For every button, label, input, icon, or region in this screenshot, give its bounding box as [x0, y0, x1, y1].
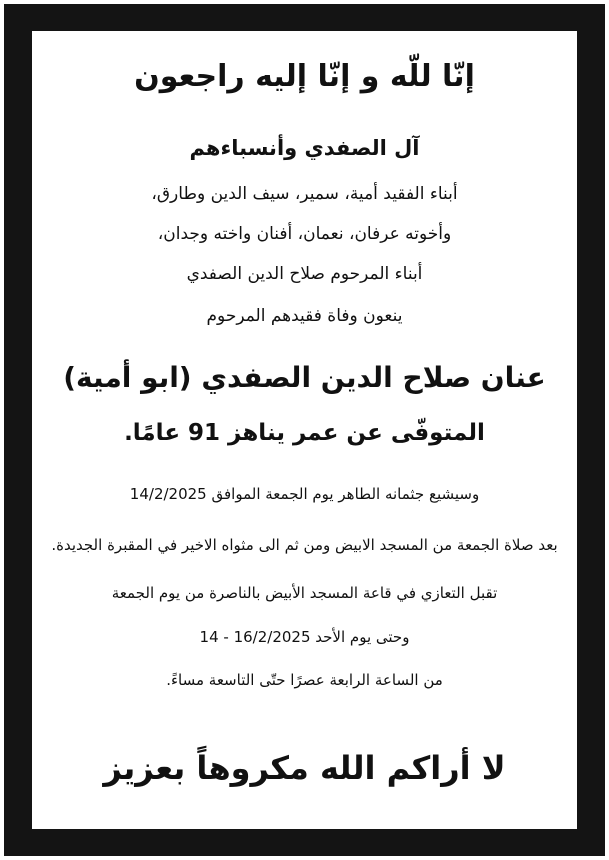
black-mourning-border — [4, 4, 605, 856]
notice-title: إنّا للّه و إنّا إليه راجعون — [134, 59, 475, 94]
age-line: المتوفّى عن عمر يناهز 91 عامًا. — [124, 420, 485, 446]
until-line: وحتى يوم الأحد 16/2/2025 - 14 — [199, 628, 410, 646]
condolence-line: تقبل التعازي في قاعة المسجد الأبيض بالناصرة من يوم الجمعة — [111, 584, 498, 602]
notice-panel — [32, 31, 577, 829]
sons-line: أبناء الفقيد أمية، سمير، سيف الدين وطارق، — [151, 184, 458, 204]
family-name: آل الصفدي وأنسباءهم — [189, 136, 420, 160]
deceased-name: عنان صلاح الدين الصفدي (ابو أمية) — [63, 361, 546, 394]
burial-line: بعد صلاة الجمعة من المسجد الابيض ومن ثم الى مثواه الاخير في المقبرة الجديدة. — [51, 536, 558, 554]
closing-phrase: لا أراكم الله مكروهاً بعزيز — [103, 749, 506, 787]
siblings-line: وأخوته عرفان، نعمان، أفنان واخته وجدان، — [157, 224, 452, 244]
announce-line: ينعون وفاة فقيدهم المرحوم — [206, 306, 403, 326]
grandsons-line: أبناء المرحوم صلاح الدين الصفدي — [186, 264, 423, 284]
hours-line: من الساعة الرابعة عصرًا حتّى التاسعة مساءً. — [166, 671, 443, 689]
funeral-line: وسيشيع جثمانه الطاهر يوم الجمعة الموافق 14/2/2025 — [129, 485, 480, 503]
